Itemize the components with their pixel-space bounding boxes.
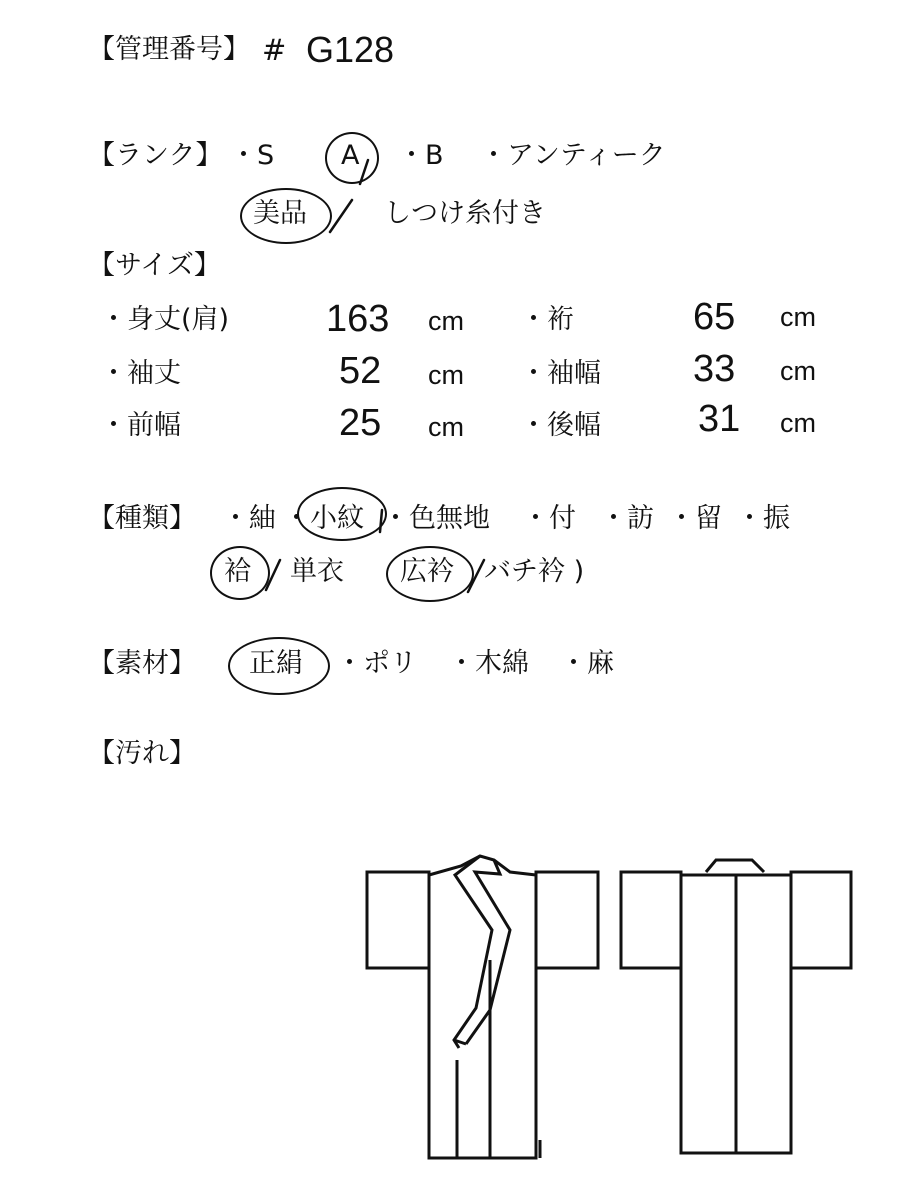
size-row-unit2: cm — [780, 356, 816, 386]
lining-selected: 袷 — [224, 556, 251, 587]
size-row-unit: cm — [428, 306, 464, 336]
size-row-value2: 31 — [698, 398, 741, 440]
rank-option-antique: ・アンティーク — [480, 140, 666, 171]
management-number-label: 【管理番号】 — [88, 34, 250, 65]
material-selected: 正絹 — [249, 648, 303, 679]
type-option: ・留 — [668, 503, 722, 534]
size-row-name2: ・袖幅 — [520, 358, 601, 389]
type-option-selected: 小紋 — [310, 503, 364, 534]
collar-selected: 広衿 — [400, 556, 454, 587]
type-option: ・振 — [736, 503, 790, 534]
rank-option-s: ・S — [230, 140, 275, 171]
size-row-name: ・前幅 — [100, 410, 181, 441]
type-label: 【種類】 — [88, 503, 196, 534]
kimono-front-diagram — [367, 856, 598, 1158]
material-option: ・麻 — [560, 648, 614, 679]
material-option: ・ポリ — [336, 648, 417, 679]
condition-label: 美品 — [253, 198, 307, 229]
size-row-value: 25 — [339, 402, 382, 444]
size-row-unit: cm — [428, 412, 464, 442]
condition-note: しつけ糸付き — [384, 198, 546, 229]
size-row-unit2: cm — [780, 302, 816, 332]
size-row-value: 163 — [326, 298, 390, 340]
stains-label: 【汚れ】 — [88, 738, 196, 769]
size-row-unit: cm — [428, 360, 464, 390]
slash-mark — [266, 560, 280, 590]
size-row-name: ・袖丈 — [100, 358, 181, 389]
rank-option-a: A — [341, 140, 360, 171]
type-option: ・紬 — [222, 503, 276, 534]
kimono-back-diagram — [621, 860, 851, 1153]
rank-label: 【ランク】 — [88, 140, 223, 171]
slash-mark — [330, 200, 352, 232]
hash-symbol: # — [262, 33, 287, 67]
size-row-value2: 33 — [693, 348, 736, 390]
material-label: 【素材】 — [88, 648, 196, 679]
type-option: ・付 — [522, 503, 576, 534]
size-row-unit2: cm — [780, 408, 816, 438]
type-option: ・訪 — [600, 503, 654, 534]
size-row-name: ・身丈(肩) — [100, 304, 230, 335]
material-option: ・木綿 — [448, 648, 529, 679]
type-option: ・色無地 — [382, 503, 490, 534]
type-option: ・ — [283, 503, 310, 534]
slash-mark — [468, 560, 484, 592]
lining-other: 単衣 — [290, 556, 344, 587]
size-label: 【サイズ】 — [88, 250, 221, 281]
rank-option-b: ・B — [398, 140, 444, 171]
size-row-name2: ・裄 — [520, 304, 574, 335]
slash-mark — [380, 510, 382, 532]
size-row-name2: ・後幅 — [520, 410, 601, 441]
size-row-value2: 65 — [693, 296, 736, 338]
collar-other: バチ衿 ) — [484, 556, 585, 587]
size-row-value: 52 — [339, 350, 382, 392]
slash-mark — [360, 160, 368, 184]
management-code: G128 — [306, 29, 395, 70]
